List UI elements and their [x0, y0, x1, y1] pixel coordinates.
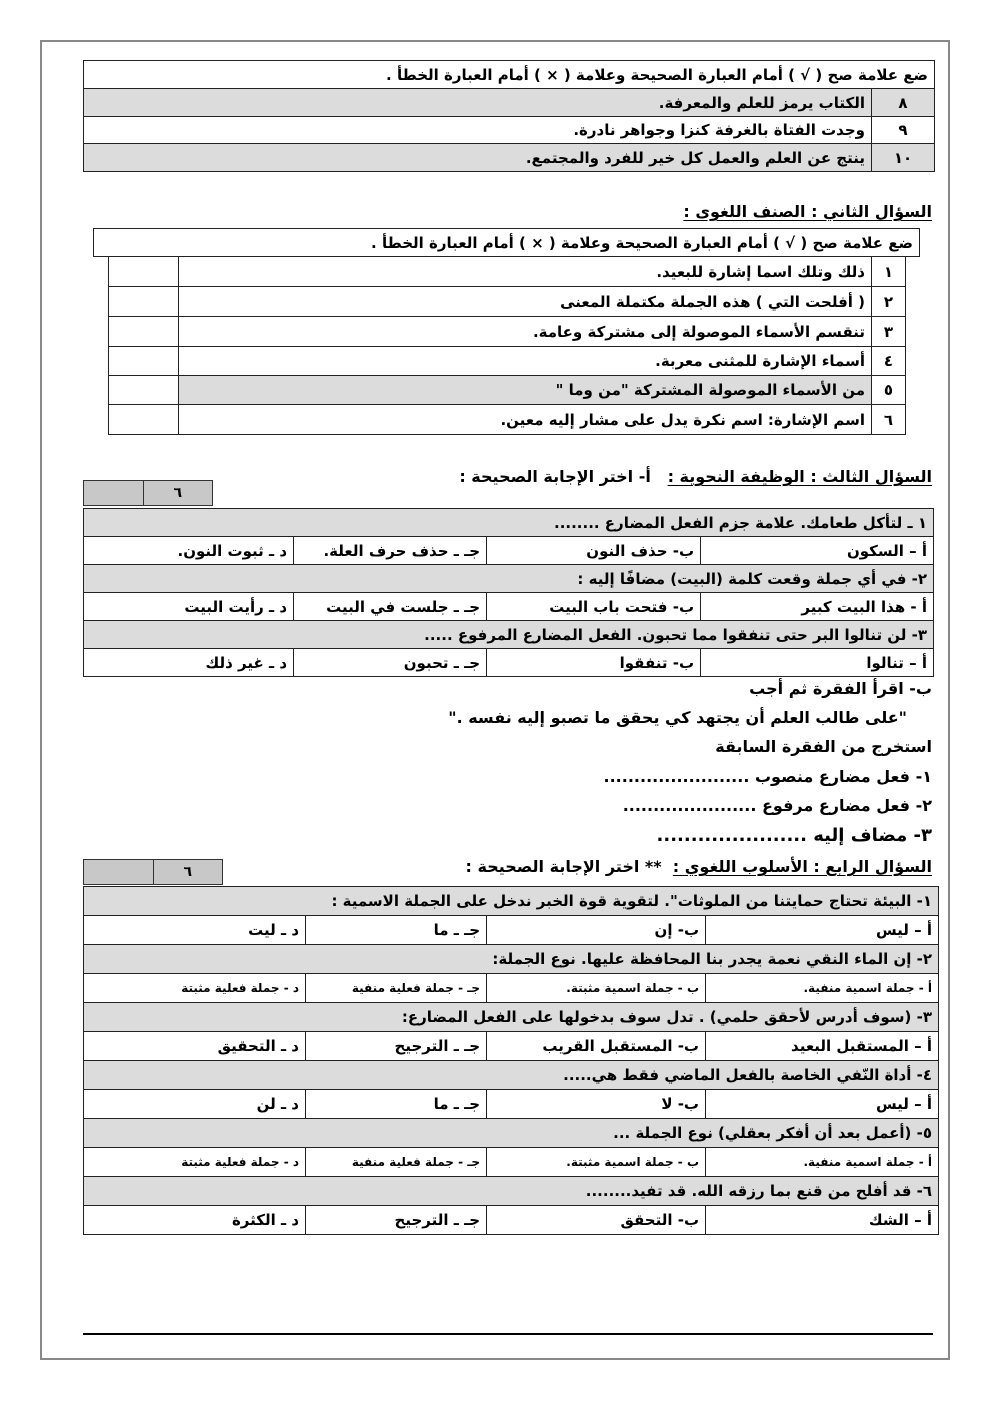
q4-option[interactable]: د - جملة فعلية مثبتة — [84, 1148, 306, 1177]
q2-title: السؤال الثاني : الصنف اللغوى : — [683, 202, 932, 221]
q3-heading — [459, 467, 932, 486]
q4-heading — [466, 857, 932, 876]
q3-table — [83, 508, 934, 677]
q2-row-num: ٦ — [872, 405, 906, 435]
q2-table — [108, 256, 906, 435]
q4-score-value: ٦ — [153, 860, 223, 884]
q4-question: ١- البيئة تحتاج حمايتنا من الملوثات". لتقوية قوة الخبر ندخل على الجملة الاسمية : — [84, 887, 939, 916]
q4-title: السؤال الرابع : الأسلوب اللغوي : — [672, 857, 932, 876]
q4-option[interactable]: أ – المستقبل البعيد — [706, 1032, 939, 1061]
q4-option[interactable]: جـ ـ الترجيح — [306, 1206, 487, 1235]
q3-option[interactable]: د ـ رأيت البيت — [84, 593, 294, 621]
q1-table — [83, 60, 935, 172]
q3-option[interactable]: ب- فتحت باب البيت — [487, 593, 701, 621]
q2-row-num: ١ — [872, 257, 906, 287]
q2-answer-cell[interactable] — [109, 317, 179, 347]
q1-row-text: وجدت الفتاة بالغرفة كنزا وجواهر نادرة. — [84, 117, 872, 144]
q3-score-blank[interactable] — [84, 481, 143, 505]
q1-instruction: ضع علامة صح ( √ ) أمام العبارة الصحيحة وعلامة ( × ) أمام العبارة الخطأ . — [84, 61, 935, 89]
q1-row-num: ٨ — [872, 89, 935, 117]
q4-option[interactable]: ب- لا — [487, 1090, 706, 1119]
q4-option[interactable]: ب - جملة اسمية مثبتة. — [487, 974, 706, 1003]
q1-row-num: ٩ — [872, 117, 935, 144]
q3-title: السؤال الثالث : الوظيفة النحوية : — [667, 467, 932, 486]
q3-part-b: ب- اقرأ الفقرة ثم أجب — [749, 679, 932, 698]
q3-option[interactable]: جـ ـ تحبون — [294, 649, 487, 677]
q2-answer-cell[interactable] — [109, 405, 179, 435]
q2-row-num: ٣ — [872, 317, 906, 347]
q4-option[interactable]: د - جملة فعلية مثبتة — [84, 974, 306, 1003]
q4-option[interactable]: ب - جملة اسمية مثبتة. — [487, 1148, 706, 1177]
q4-score-box — [83, 859, 223, 885]
q3-option[interactable]: أ – تنالوا — [701, 649, 934, 677]
q4-subtitle: ** اختر الإجابة الصحيحة : — [465, 857, 662, 876]
q3-subtitle: أ- اختر الإجابة الصحيحة : — [459, 467, 651, 486]
q4-score-blank[interactable] — [84, 860, 153, 884]
q2-row-text: اسم الإشارة: اسم نكرة يدل على مشار إليه معين. — [179, 405, 872, 435]
q2-row-num: ٢ — [872, 287, 906, 317]
q4-option[interactable]: أ - جملة اسمية منفية. — [706, 974, 939, 1003]
q3-option[interactable]: جـ ـ حذف حرف العلة. — [294, 537, 487, 565]
q3-option[interactable]: أ – السكون — [701, 537, 934, 565]
q2-row-text: أسماء الإشارة للمثنى معربة. — [179, 347, 872, 376]
q4-option[interactable]: ب- التحقق — [487, 1206, 706, 1235]
q4-option[interactable]: أ – ليس — [706, 1090, 939, 1119]
q2-instruction: ضع علامة صح ( √ ) أمام العبارة الصحيحة وعلامة ( × ) أمام العبارة الخطأ . — [94, 229, 920, 257]
q3-question: ٣- لن تنالوا البر حتى تنفقوا مما تحبون. الفعل المضارع المرفوع ..... — [84, 621, 934, 649]
q3-score-value: ٦ — [143, 481, 212, 505]
q2-row-num: ٤ — [872, 347, 906, 376]
q4-question: ٣- (سوف أدرس لأحقق حلمي) . تدل سوف بدخولها على الفعل المضارع: — [84, 1003, 939, 1032]
q2-answer-cell[interactable] — [109, 287, 179, 317]
q3-score-box — [83, 480, 213, 506]
q1-row-text: الكتاب يرمز للعلم والمعرفة. — [84, 89, 872, 117]
q4-option[interactable]: أ – الشك — [706, 1206, 939, 1235]
q4-option[interactable]: جـ - جملة فعلية منفية — [306, 1148, 487, 1177]
q3-extract-item[interactable]: ١- فعل مضارع منصوب ........................ — [603, 767, 932, 786]
q2-answer-cell[interactable] — [109, 376, 179, 405]
q4-option[interactable]: د ـ لن — [84, 1090, 306, 1119]
q3-question: ٢- في أي جملة وقعت كلمة (البيت) مضافًا إليه : — [84, 565, 934, 593]
q4-option[interactable]: جـ ـ ما — [306, 1090, 487, 1119]
q4-table — [83, 886, 939, 1235]
q3-extract-item[interactable]: ٢- فعل مضارع مرفوع ...................... — [622, 796, 932, 815]
q3-quote: "على طالب العلم أن يجتهد كي يحقق ما تصبو إليه نفسه ." — [448, 708, 907, 727]
q3-option[interactable]: ب- حذف النون — [487, 537, 701, 565]
q3-extract-item[interactable]: ٣- مضاف إليه ...................... — [656, 825, 932, 846]
q2-answer-cell[interactable] — [109, 347, 179, 376]
q2-row-num: ٥ — [872, 376, 906, 405]
q4-question: ٥- (أعمل بعد أن أفكر بعقلي) نوع الجملة ... — [84, 1119, 939, 1148]
q4-option[interactable]: ب- إن — [487, 916, 706, 945]
q2-answer-cell[interactable] — [109, 257, 179, 287]
q4-option[interactable]: د ـ ليت — [84, 916, 306, 945]
q2-row-text: من الأسماء الموصولة المشتركة "من وما " — [179, 376, 872, 405]
q2-row-text: ( أفلحت التي ) هذه الجملة مكتملة المعنى — [179, 287, 872, 317]
q4-question: ٤- أداة النّفي الخاصة بالفعل الماضي فقط هي..... — [84, 1061, 939, 1090]
q2-row-text: ذلك وتلك اسما إشارة للبعيد. — [179, 257, 872, 287]
q4-option[interactable]: أ - جملة اسمية منفية. — [706, 1148, 939, 1177]
q3-extract-label: استخرج من الفقرة السابقة — [715, 737, 932, 756]
q4-option[interactable]: جـ - جملة فعلية منفية — [306, 974, 487, 1003]
q3-option[interactable]: ب- تنفقوا — [487, 649, 701, 677]
q3-question: ١ ـ لتأكل طعامك. علامة جزم الفعل المضارع ........ — [84, 509, 934, 537]
q2-row-text: تنقسم الأسماء الموصولة إلى مشتركة وعامة. — [179, 317, 872, 347]
q3-option[interactable]: د ـ ثبوت النون. — [84, 537, 294, 565]
q4-option[interactable]: د ـ الكثرة — [84, 1206, 306, 1235]
q4-option[interactable]: جـ ـ ما — [306, 916, 487, 945]
q1-row-text: ينتج عن العلم والعمل كل خير للفرد والمجتمع. — [84, 144, 872, 172]
q4-option[interactable]: د ـ التحقيق — [84, 1032, 306, 1061]
q2-instruction-box — [93, 228, 920, 257]
q4-option[interactable]: جـ ـ الترجيح — [306, 1032, 487, 1061]
q4-question: ٦- قد أفلح من قنع بما رزقه الله. قد تفيد........ — [84, 1177, 939, 1206]
q4-question: ٢- إن الماء النقي نعمة يجدر بنا المحافظة عليها. نوع الجملة: — [84, 945, 939, 974]
q3-option[interactable]: جـ ـ جلست في البيت — [294, 593, 487, 621]
q3-option[interactable]: أ - هذا البيت كبير — [701, 593, 934, 621]
q1-row-num: ١٠ — [872, 144, 935, 172]
q4-option[interactable]: ب- المستقبل القريب — [487, 1032, 706, 1061]
q3-option[interactable]: د ـ غير ذلك — [84, 649, 294, 677]
bottom-rule — [83, 1333, 933, 1335]
q4-option[interactable]: أ – ليس — [706, 916, 939, 945]
